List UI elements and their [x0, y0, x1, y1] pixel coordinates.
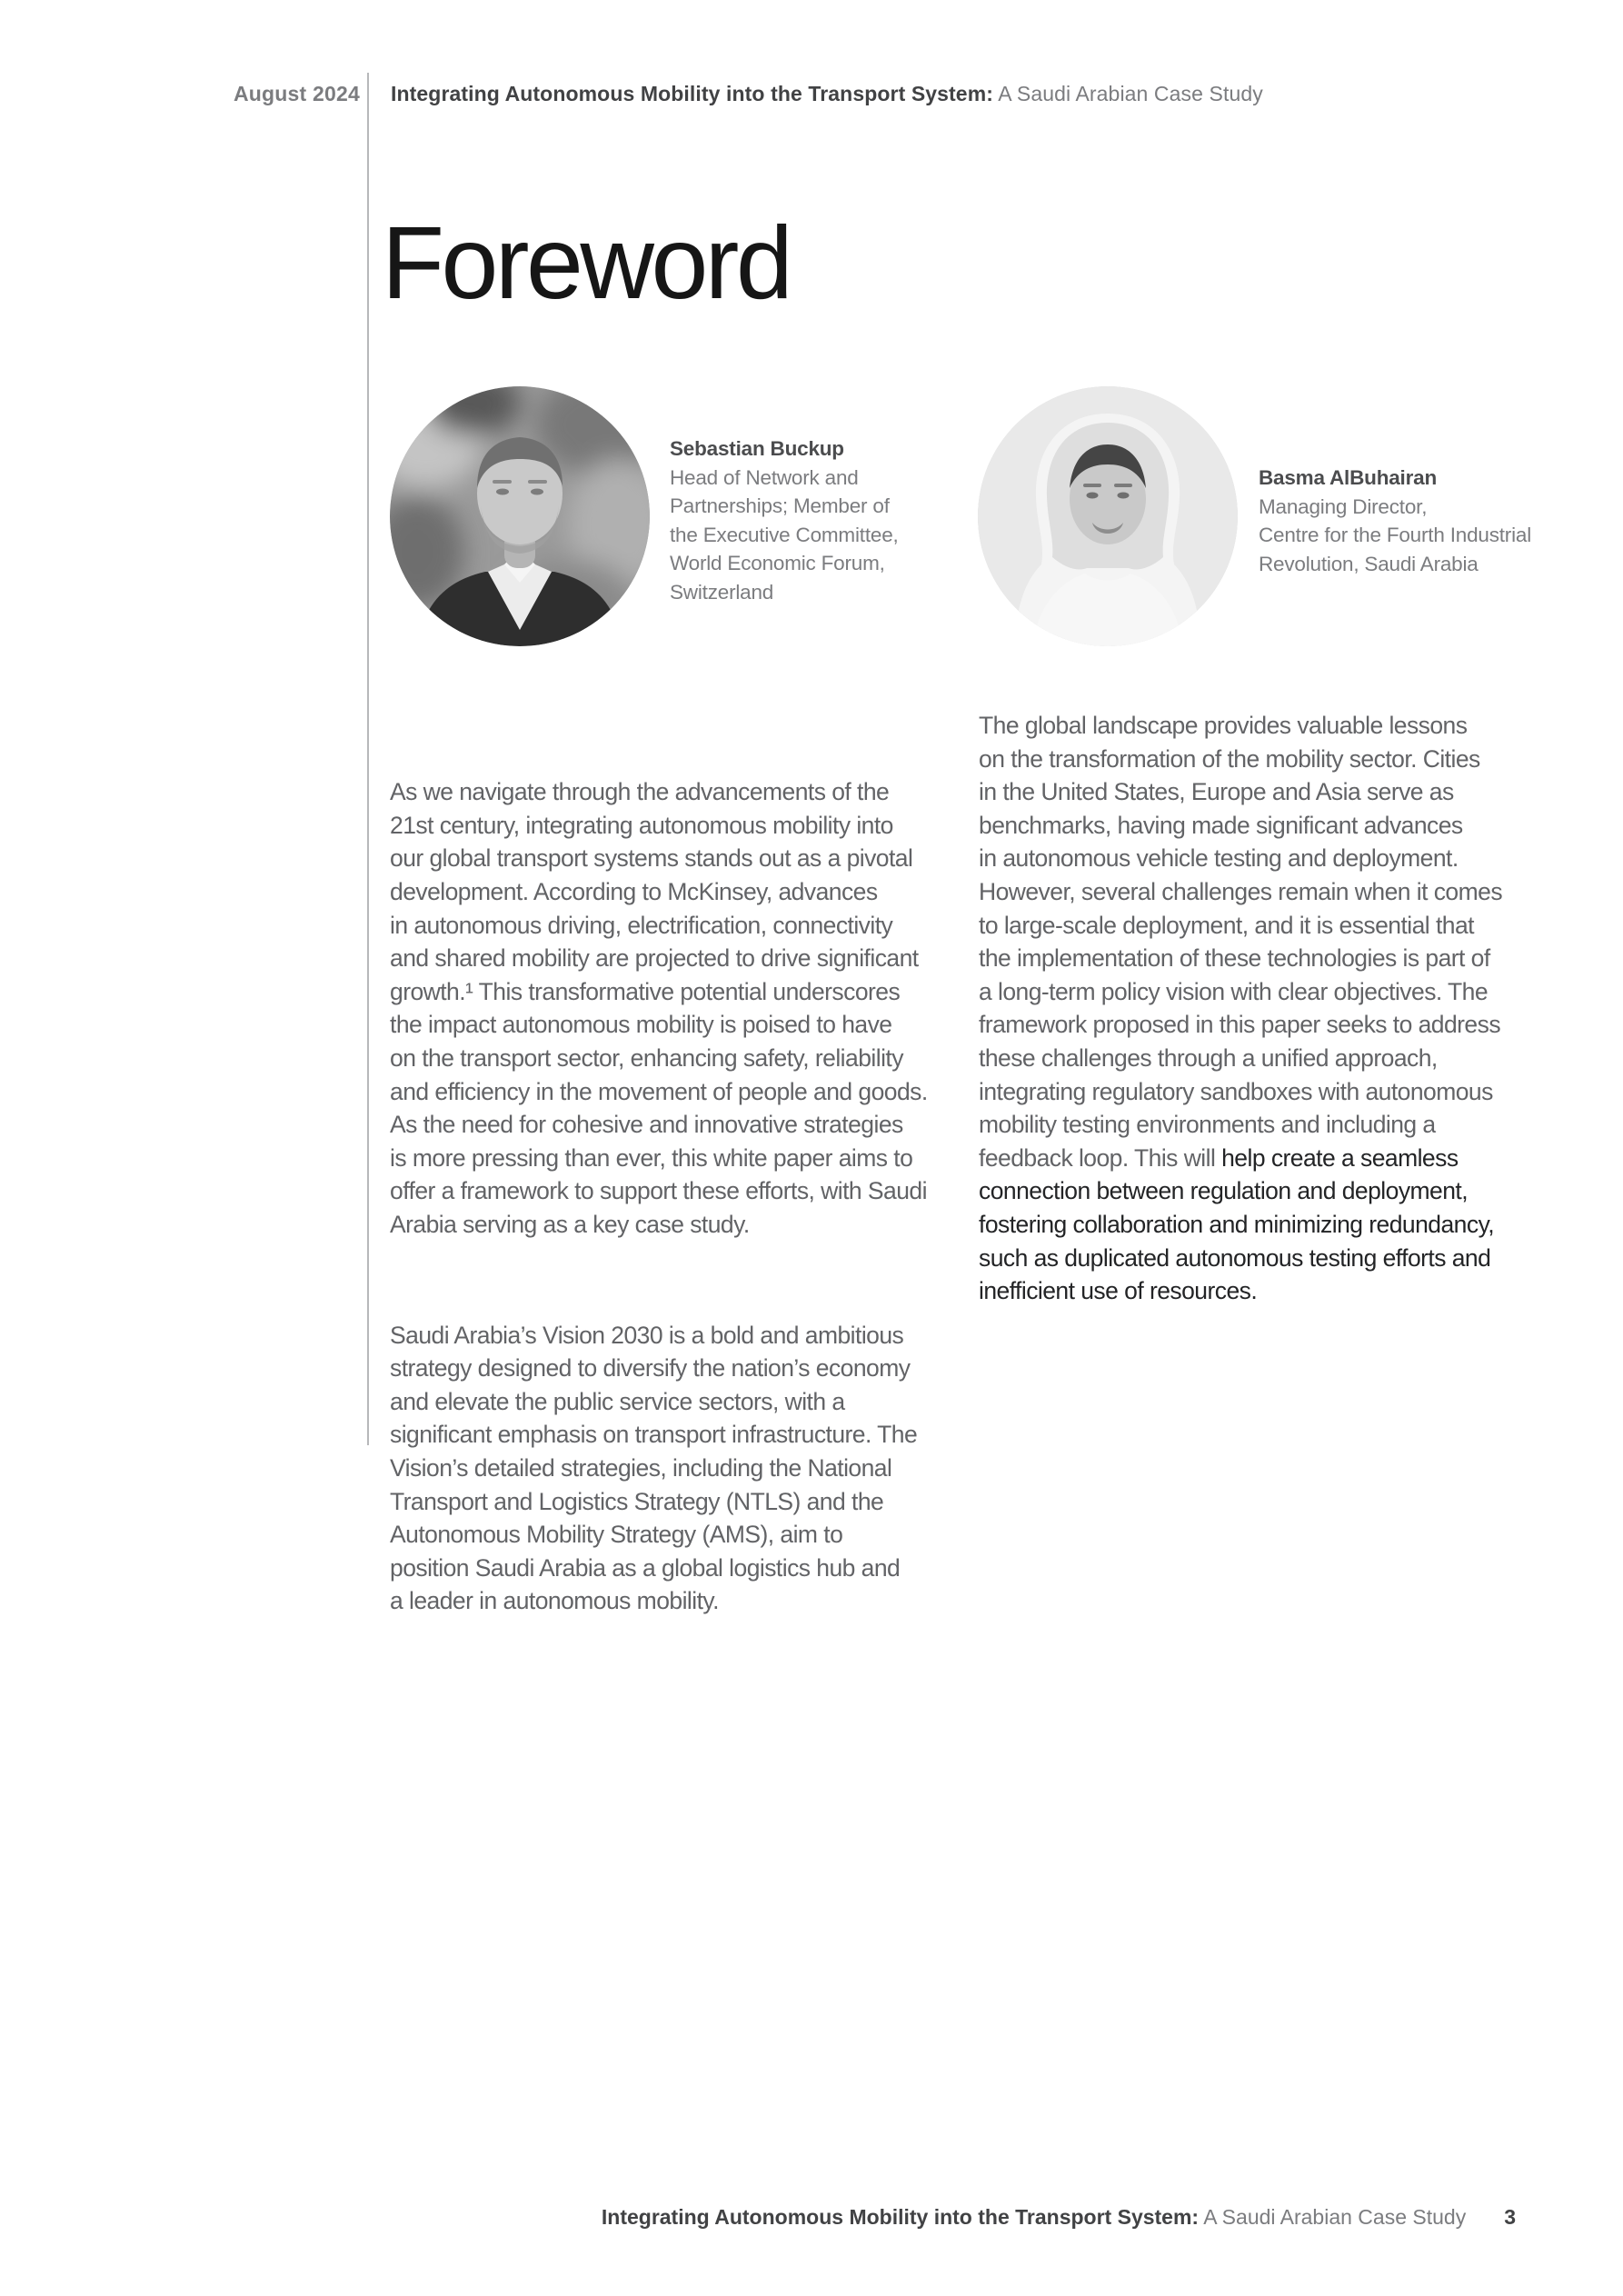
paragraph-3-gray-text: The global landscape provides valuable lessons on the transformation of the mobility sector. Cities in the United States, Europe and Asia serve as benchmarks, having made significant advances in autonomous vehicle testing and deployment. However, several challenges remain when it comes to large-scale deployment, and it is essential that the implementation of these technologies is part of a long-term policy vision with clear objectives. The framework proposed in this paper seeks to address these challenges through a unified approach, integrating regulatory sandboxes with autonomous mobility testing environments and including a feedback loop. This will: [979, 712, 1503, 1172]
paragraph-3-dark-text: help create a seamless connection between regulation and deployment, fostering collaboration and minimizing redundancy, such as duplicated autonomous testing efforts and inefficient use of resources.: [979, 1143, 1495, 1305]
author-photo-sebastian-buckup: [390, 386, 650, 646]
author-block-sebastian-buckup: [670, 434, 899, 607]
header-doc-title: [391, 82, 1263, 106]
author-name: Basma AlBuhairan: [1259, 466, 1438, 489]
author-role: Head of Network and Partnerships; Member of the Executive Committee, World Economic Forum, Switzerland: [670, 465, 899, 604]
header-doc-title-bold: Integrating Autonomous Mobility into the Transport System:: [391, 82, 994, 105]
portrait-photo-woman-icon: [978, 386, 1238, 646]
footer: [391, 2205, 1516, 2230]
vertical-divider-line: [367, 73, 369, 1445]
body-left-column: [390, 709, 928, 1684]
paragraph-2: Saudi Arabia’s Vision 2030 is a bold and ambitious strategy designed to diversify the nation’s economy and elevate the public service sectors, with a significant emphasis on transport infrastructure. The Vision’s detailed strategies, including the National Transport and Logistics Strategy (NTLS) and the Autonomous Mobility Strategy (AMS), aim to position Saudi Arabia as a global logistics hub and a leader in autonomous mobility.: [390, 1321, 918, 1615]
author-name: Sebastian Buckup: [670, 437, 844, 460]
footer-page-number: 3: [1504, 2205, 1516, 2229]
page-title: Foreword: [382, 205, 791, 320]
header-doc-title-regular: A Saudi Arabian Case Study: [998, 82, 1263, 105]
body-right-column: [979, 709, 1502, 1308]
portrait-photo-man-icon: [390, 386, 650, 646]
header-date: August 2024: [234, 82, 360, 105]
paragraph-1: As we navigate through the advancements of the 21st century, integrating autonomous mobility into our global transport systems stands out as a pivotal development. According to McKinsey, advances in autonomous driving, electrification, connectivity and shared mobility are projected to drive significant growth.¹ This transformative potential underscores the impact autonomous mobility is poised to have on the transport sector, enhancing safety, reliability and efficiency in the movement of people and goods. As the need for cohesive and innovative strategies is more pressing than ever, this white paper aims to offer a framework to support these efforts, with Saudi Arabia serving as a key case study.: [390, 778, 928, 1238]
footer-doc-title-regular: A Saudi Arabian Case Study: [1203, 2205, 1467, 2229]
footer-doc-title-bold: Integrating Autonomous Mobility into the Transport System:: [601, 2205, 1200, 2229]
author-photo-basma-albuhairan: [978, 386, 1238, 646]
author-role: Managing Director, Centre for the Fourth Industrial Revolution, Saudi Arabia: [1259, 494, 1531, 575]
author-block-basma-albuhairan: [1259, 464, 1531, 578]
footer-doc-title: [602, 2205, 1466, 2230]
